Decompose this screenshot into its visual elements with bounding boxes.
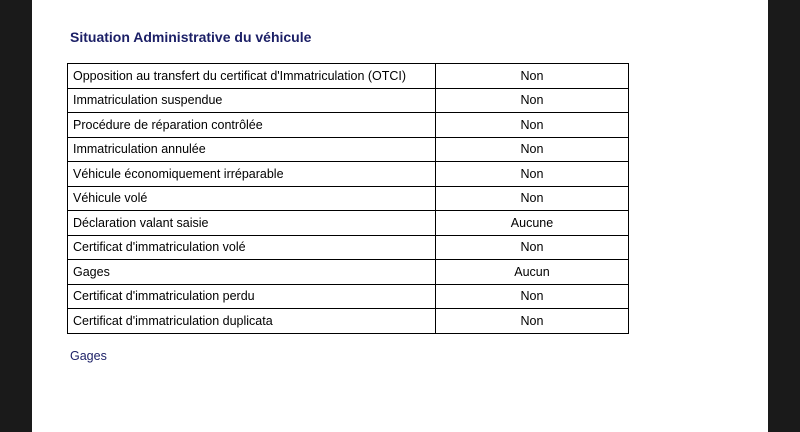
table-row (68, 284, 629, 309)
row-value: Non (436, 137, 629, 162)
row-value: Aucune (436, 211, 629, 236)
gages-section-link[interactable]: Gages (70, 349, 107, 363)
row-label: Véhicule économiquement irréparable (68, 162, 436, 187)
row-label: Procédure de réparation contrôlée (68, 113, 436, 138)
table-row (68, 260, 629, 285)
row-value: Non (436, 113, 629, 138)
row-value: Non (436, 162, 629, 187)
table-row (68, 309, 629, 334)
document-page (32, 0, 768, 432)
table-row (68, 235, 629, 260)
row-label: Opposition au transfert du certificat d'Immatriculation (OTCI) (68, 64, 436, 89)
row-value: Non (436, 64, 629, 89)
row-value: Non (436, 309, 629, 334)
row-label: Immatriculation annulée (68, 137, 436, 162)
table-row (68, 64, 629, 89)
row-value: Non (436, 186, 629, 211)
table-row (68, 113, 629, 138)
table-row (68, 211, 629, 236)
row-label: Gages (68, 260, 436, 285)
administrative-status-table (67, 63, 629, 334)
row-value: Aucun (436, 260, 629, 285)
row-value: Non (436, 284, 629, 309)
row-label: Immatriculation suspendue (68, 88, 436, 113)
row-value: Non (436, 88, 629, 113)
row-label: Véhicule volé (68, 186, 436, 211)
section-title: Situation Administrative du véhicule (70, 29, 312, 45)
row-label: Certificat d'immatriculation volé (68, 235, 436, 260)
table-row (68, 162, 629, 187)
table-row (68, 186, 629, 211)
row-label: Certificat d'immatriculation duplicata (68, 309, 436, 334)
row-value: Non (436, 235, 629, 260)
row-label: Certificat d'immatriculation perdu (68, 284, 436, 309)
row-label: Déclaration valant saisie (68, 211, 436, 236)
table-row (68, 137, 629, 162)
table-row (68, 88, 629, 113)
